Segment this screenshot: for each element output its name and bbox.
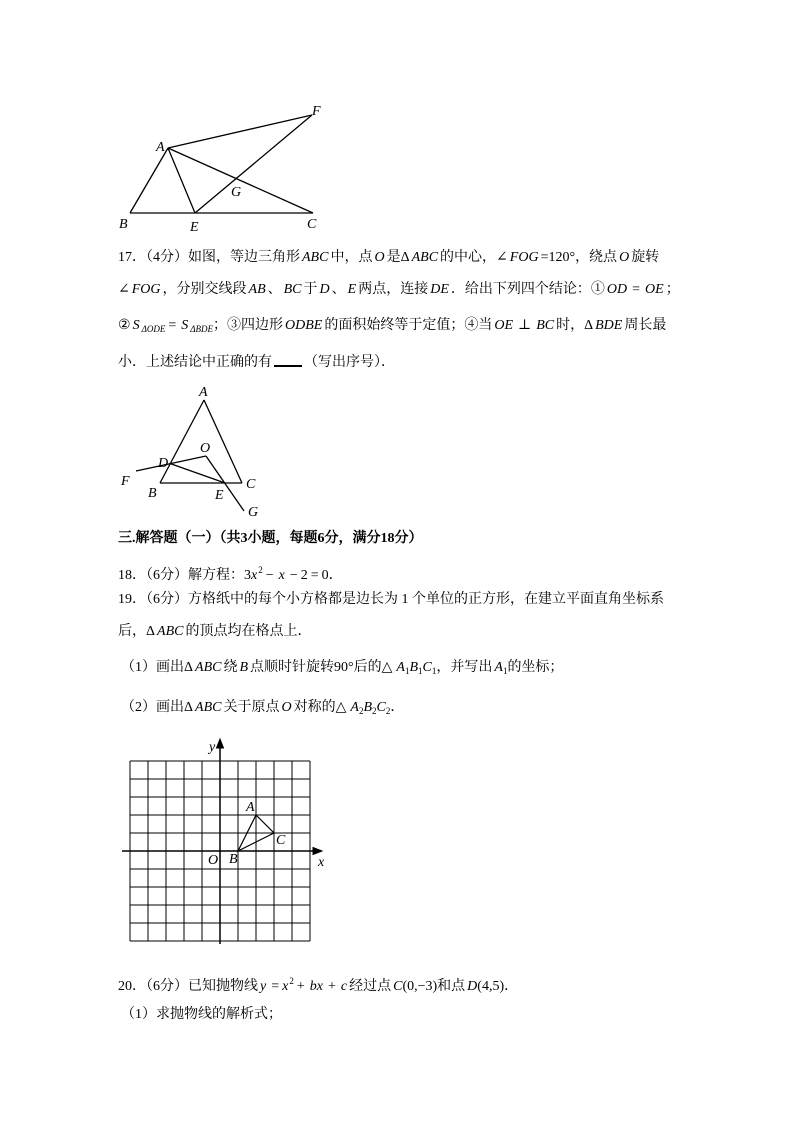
x-axis-arrow [313, 848, 322, 855]
q19-line-2 [118, 622, 311, 642]
text-run: ； [665, 282, 680, 297]
q20-line-2 [121, 1005, 282, 1025]
math-var: O [619, 250, 630, 265]
text-run: ② [118, 318, 131, 333]
text-run: 小．上述结论中正确的有 [118, 355, 272, 370]
text-run: 时， [556, 318, 585, 333]
text-run: ． [390, 700, 405, 715]
superscript: 2 [289, 976, 294, 986]
triangle-symbol: Δ [146, 624, 156, 639]
text-run: ．给出下列四个结论：① [450, 282, 605, 297]
subscript: ΔBDE [190, 324, 214, 334]
label-o: O [200, 441, 211, 456]
text-run: 的坐标； [507, 660, 564, 675]
math-var: x [278, 568, 285, 583]
text-run: ，并写出 [436, 660, 493, 675]
text-run: 绕 [223, 660, 238, 675]
text-run: ，绕点 [575, 250, 618, 265]
math-var: ABC [195, 660, 222, 675]
text-run: 的中心， [440, 250, 497, 265]
math-var: DE [430, 282, 449, 297]
label-a: A [246, 800, 255, 815]
angle-symbol: ∠ [118, 282, 130, 297]
triangle-symbol: Δ [184, 660, 194, 675]
text-run: （2）画出 [121, 700, 184, 715]
triangle-symbol: Δ [184, 700, 194, 715]
angle-symbol: ∠ [496, 250, 508, 265]
subscript: 1 [404, 666, 410, 676]
constant: 2 [300, 568, 308, 583]
math-var: A [396, 660, 405, 675]
equals-symbol: = [271, 979, 280, 994]
text-run: 后， [118, 624, 146, 639]
text-run: 周长最 [624, 318, 667, 333]
label-c: C [307, 217, 317, 232]
subscript: 2 [358, 706, 364, 716]
math-var: c [340, 979, 348, 994]
segment-af [168, 115, 312, 148]
label-g: G [248, 505, 259, 520]
q19-line-4 [121, 698, 404, 718]
math-var: FOG [509, 250, 539, 265]
label-b: B [119, 217, 128, 232]
label-d: D [158, 456, 169, 471]
math-var: x [251, 568, 258, 583]
label-b: B [148, 486, 157, 501]
math-var: C [376, 700, 386, 715]
subscript: 1 [418, 666, 423, 676]
math-var: ABC [195, 700, 222, 715]
label-a: A [156, 140, 165, 155]
q17-line-4 [118, 351, 395, 371]
math-var: BC [536, 318, 555, 333]
constant: 0 [321, 568, 329, 583]
answer-blank [274, 351, 302, 367]
segment-de [170, 464, 225, 484]
text-run: 、 [267, 282, 282, 297]
text-run: ；③四边形 [213, 318, 284, 333]
label-y-axis: y [209, 740, 216, 755]
label-f: F [121, 474, 130, 489]
subscript: 2 [372, 706, 377, 716]
text-run: 关于原点 [223, 700, 280, 715]
subscript: 1 [502, 666, 508, 676]
subscript: 1 [431, 666, 437, 676]
text-run: 20．（6分）已知抛物线 [118, 979, 258, 994]
math-var: FOG [131, 282, 161, 297]
q19-line-3 [121, 658, 563, 678]
triangle-symbol: Δ [584, 318, 594, 333]
segment-fe [195, 115, 312, 213]
math-var: O [281, 700, 292, 715]
minus-symbol: − [265, 568, 274, 583]
figure-1-triangle [110, 100, 340, 235]
text-run: 18．（6分）解方程： [118, 568, 244, 583]
label-g: G [231, 185, 242, 200]
math-var: C [422, 660, 432, 675]
label-c: C [246, 477, 256, 492]
coefficient: 3 [244, 568, 251, 583]
math-var: OE [645, 282, 664, 297]
math-value: =120° [540, 250, 576, 265]
label-f: F [312, 104, 321, 119]
label-c: C [276, 833, 286, 848]
math-var: O [374, 250, 385, 265]
section-heading: 三.解答题（一）（共3小题，每题6分，满分18分） [118, 531, 423, 546]
segment-ac [168, 148, 313, 213]
point-coordinates: (0,−3) [402, 979, 438, 994]
math-var: x [282, 979, 289, 994]
subscript: 2 [385, 706, 391, 716]
text-run: 经过点 [349, 979, 392, 994]
text-run: 于 [303, 282, 318, 297]
math-var: A [350, 700, 359, 715]
triangle-symbol: Δ [400, 250, 410, 265]
math-var: E [347, 282, 357, 297]
math-var: S [181, 318, 189, 333]
text-run: 19．（6分）方格纸中的每个小方格都是边长为 1 个单位的正方形，在建立平面直角坐标系 [118, 592, 664, 607]
coordinate-grid-figure [115, 735, 330, 950]
math-var: AB [248, 282, 266, 297]
text-run: 旋转 [631, 250, 660, 265]
math-var: BDE [595, 318, 623, 333]
y-axis-arrow [217, 739, 224, 748]
math-var: OD [606, 282, 628, 297]
math-var: A [494, 660, 503, 675]
text-run: ． [328, 568, 343, 583]
math-var: B [239, 660, 249, 675]
label-e: E [190, 220, 199, 235]
q17-line-3 [118, 316, 666, 336]
label-b: B [229, 852, 238, 867]
q18-line-1 [118, 560, 343, 583]
text-run: 两点，连接 [358, 282, 429, 297]
text-run: 点顺时针旋转90°后的△ [250, 660, 393, 675]
math-var: ODBE [285, 318, 323, 333]
math-var: ABC [411, 250, 439, 265]
math-var: bx [309, 979, 323, 994]
text-run: ． [504, 979, 519, 994]
q19-line-1 [118, 590, 664, 610]
math-var: C [393, 979, 403, 994]
math-var: ABC [157, 624, 184, 639]
text-run: ，分别交线段 [162, 282, 247, 297]
label-e: E [215, 488, 224, 503]
math-var: OE [494, 318, 514, 333]
math-var: S [132, 318, 140, 333]
q17-line-2 [118, 280, 680, 300]
equals-symbol: = [310, 568, 319, 583]
math-var: B [409, 660, 419, 675]
math-var: D [319, 282, 330, 297]
math-var: ABC [302, 250, 329, 265]
label-a: A [199, 385, 208, 400]
text-run: （1）画出 [121, 660, 184, 675]
text-run: （1）求抛物线的解析式； [121, 1007, 282, 1022]
math-var: BC [283, 282, 302, 297]
subscript: ΔODE [141, 324, 166, 334]
text-run: 的面积始终等于定值；④当 [324, 318, 493, 333]
label-origin: O [208, 853, 219, 868]
text-run: 17．（4分）如图，等边三角形 [118, 250, 300, 265]
text-run: 是 [386, 250, 401, 265]
text-run: 、 [331, 282, 346, 297]
point-coordinates: (4,5) [477, 979, 505, 994]
q17-line-1 [118, 248, 659, 268]
segment-ab [130, 148, 168, 213]
equals-symbol: = [632, 282, 641, 297]
text-run: 对称的△ [293, 700, 347, 715]
superscript: 2 [258, 565, 263, 575]
q20-line-1 [118, 971, 519, 994]
math-var: D [467, 979, 478, 994]
figure-2-equilateral-triangle [115, 385, 265, 520]
equals-symbol: = [168, 318, 177, 333]
perpendicular-symbol: ⊥ [518, 318, 532, 333]
label-x-axis: x [318, 855, 325, 870]
text-run: 和点 [437, 979, 466, 994]
plus-symbol: + [327, 979, 336, 994]
text-run: 的顶点均在格点上． [185, 624, 312, 639]
math-var: B [363, 700, 372, 715]
text-run: 中，点 [330, 250, 373, 265]
minus-symbol: − [289, 568, 298, 583]
math-var: y [260, 979, 267, 994]
text-run: （写出序号）． [304, 355, 395, 370]
plus-symbol: + [296, 979, 305, 994]
